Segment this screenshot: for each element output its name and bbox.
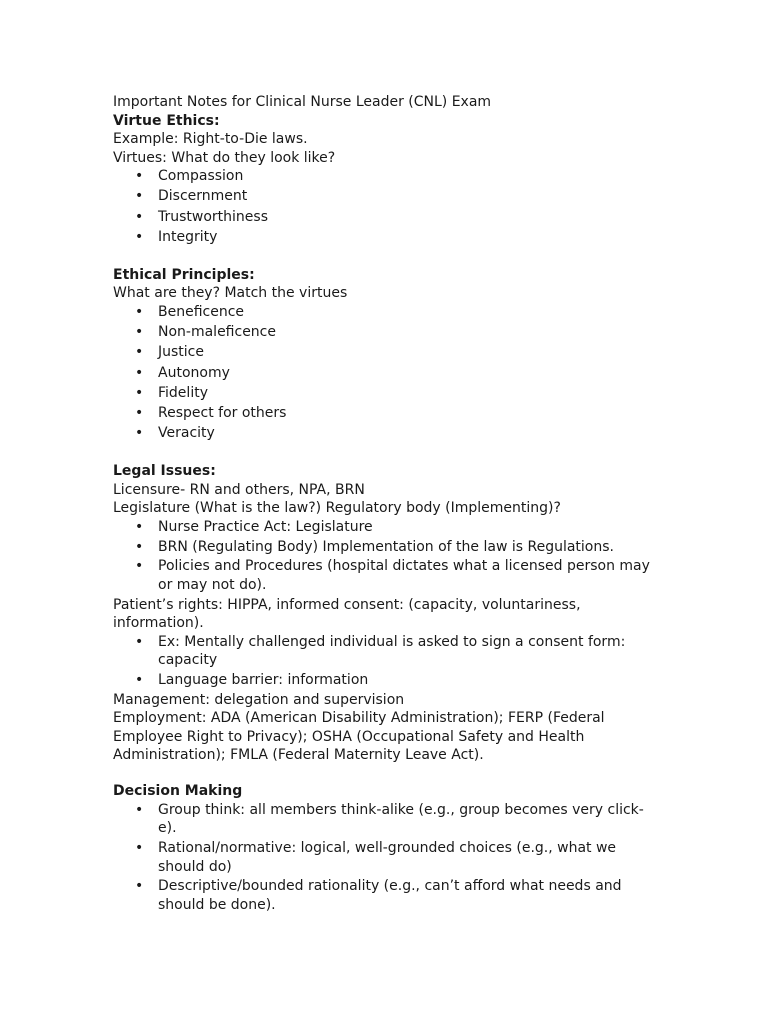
ethical-intro-line: What are they? Match the virtues xyxy=(113,285,348,302)
management-line: Management: delegation and supervision xyxy=(113,691,405,708)
list-item: • Rational/normative: logical, well-grounded choices (e.g., what we should do) xyxy=(113,839,658,876)
virtue-ethics-heading: Virtue Ethics: xyxy=(113,112,220,129)
virtue-question-line: Virtues: What do they look like? xyxy=(113,149,336,166)
legislature-list xyxy=(113,518,658,595)
list-item: • Integrity xyxy=(113,228,658,247)
decision-making-heading: Decision Making xyxy=(113,783,243,800)
legal-issues-heading: Legal Issues: xyxy=(113,463,216,480)
virtues-list xyxy=(113,167,658,247)
list-item: • Nurse Practice Act: Legislature xyxy=(113,518,658,537)
list-item: • Descriptive/bounded rationality (e.g., can’t afford what needs and should be done). xyxy=(113,877,658,914)
list-item: • Beneficence xyxy=(113,303,658,322)
document-title: Important Notes for Clinical Nurse Leader (CNL) Exam xyxy=(113,94,492,110)
list-item: • Policies and Procedures (hospital dictates what a licensed person may or may not do). xyxy=(113,557,658,594)
legislature-line: Legislature (What is the law?) Regulatory body (Implementing)? xyxy=(113,500,561,517)
list-item: • Trustworthiness xyxy=(113,208,658,227)
consent-list xyxy=(113,633,658,690)
ethical-principles-heading: Ethical Principles: xyxy=(113,266,255,283)
list-item: • Compassion xyxy=(113,167,658,186)
list-item: • Ex: Mentally challenged individual is asked to sign a consent form: capacity xyxy=(113,633,658,670)
list-item: • Language barrier: information xyxy=(113,671,658,690)
document-page xyxy=(113,93,658,916)
virtue-example-line: Example: Right-to-Die laws. xyxy=(113,131,308,147)
list-item: • Discernment xyxy=(113,187,658,206)
list-item: • Autonomy xyxy=(113,364,658,383)
licensure-line: Licensure- RN and others, NPA, BRN xyxy=(113,481,365,498)
list-item: • Fidelity xyxy=(113,384,658,403)
patient-rights-line: Patient’s rights: HIPPA, informed consent: (capacity, voluntariness, information). xyxy=(113,596,581,632)
list-item: • Justice xyxy=(113,343,658,362)
employment-line: Employment: ADA (American Disability Administration); FERP (Federal Employee Right to Privacy); OSHA (Occupational Safety and Health Administration); FMLA (Federal Maternity Leave Act). xyxy=(113,710,605,764)
ethical-principles-list xyxy=(113,303,658,444)
list-item: • Veracity xyxy=(113,424,658,443)
decision-making-list xyxy=(113,801,658,915)
list-item: • Respect for others xyxy=(113,404,658,423)
list-item: • Non-maleficence xyxy=(113,323,658,342)
list-item: • Group think: all members think-alike (e.g., group becomes very click-e). xyxy=(113,801,658,838)
list-item: • BRN (Regulating Body) Implementation of the law is Regulations. xyxy=(113,538,658,557)
